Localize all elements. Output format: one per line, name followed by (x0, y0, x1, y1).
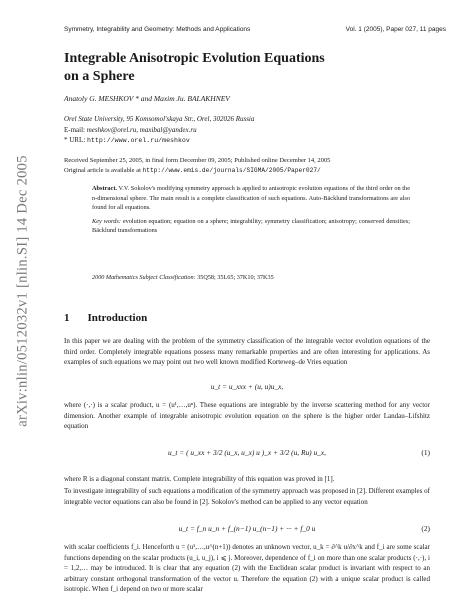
publication-history (64, 156, 444, 176)
affiliation: Orel State University, 95 Komsomol'skaya Str., Orel, 302026 Russia (64, 115, 255, 123)
url-label: * URL: (64, 136, 86, 144)
abstract-text: V.V. Sokolov's modifying symmetry approach is applied to anisotropic evolution equations of the third order on the n-dimensional sphere. The main result is a complete classification of such equations. Auto-Bäcklund transformations are also found for all equations. (92, 185, 410, 211)
journal-name: Symmetry, Integrability and Geometry: Methods and Applications (64, 26, 251, 33)
paragraph-5: with scalar coefficients f_i. Henceforth u = (u¹,…,u^(n+1)) denotes an unknown vector, u_k = ∂^k u/∂x^k and f_i are some scalar functions depending on the scalar products (u_i, u_j), i ⩽ j. Moreover, dependence of f_i on more than one scalar products (·,·), i = 1,2,… may be introduced. It is clear that any equation (2) with the Euclidean scalar product is invariant with respect to an arbitrary constant orthogonal transformation of the vector u. Therefore the equation (2) with a unique scalar product is called isotropic. When f_i depend on two or more scalar (64, 543, 430, 594)
section-heading (64, 312, 165, 324)
original-url[interactable]: http://www.emis.de/journals/SIGMA/2005/Paper027/ (142, 167, 321, 174)
msc-codes: 35Q58; 35L65; 37K10; 37K35 (197, 274, 274, 281)
running-header (64, 26, 446, 38)
section-title: Introduction (87, 312, 148, 324)
equation-1-number: (1) (421, 448, 430, 457)
abstract-block (92, 184, 410, 240)
equation-mkdv (64, 382, 430, 394)
paragraph-1: In this paper we are dealing with the problem of the symmetry classification of the integrable vector evolution equations of the third order. Completely integrable equations possess many remarkable properties and are often interesting for applications. As examples of such equations we may point out two well known modified Korteweg–de Vries equation (64, 337, 430, 367)
title-line-2: on a Sphere (64, 69, 135, 84)
msc-label: 2000 Mathematics Subject Classification: (92, 274, 196, 281)
author-url[interactable]: http://www.orel.ru/meshkov (86, 137, 190, 144)
section-number: 1 (64, 312, 70, 324)
equation-1-text: u_t = ( u_xx + 3/2 (u_x, u_x) u )_x + 3/2 (u, Ru) u_x, (167, 448, 326, 457)
email-label: E-mail: (64, 125, 85, 134)
author-list: Anatoly G. MESHKOV * and Maxim Ju. BALAKHNEV (64, 94, 230, 103)
equation-2-text: u_t = f_n u_n + f_(n−1) u_(n−1) + ··· + f_0 u (178, 524, 316, 533)
email-address[interactable]: meshkov@orel.ru, maxibal@yandex.ru (86, 125, 197, 134)
affiliation-block (64, 114, 444, 147)
volume-info: Vol. 1 (2005), Paper 027, 11 pages (345, 26, 446, 33)
equation-mkdv-text: u_t = u_xxx + (u, u)u_x, (210, 382, 284, 391)
arxiv-stamp: arXiv:nlin/0512032v1 [nlin.SI] 14 Dec 2005 (14, 154, 31, 427)
keywords-text: evolution equation; equation on a sphere; integrability; symmetry classification; anisotropy; conserved densities; Bäcklund transformations (92, 217, 411, 234)
title-line-1: Integrable Anisotropic Evolution Equations (64, 51, 325, 66)
equation-1 (64, 448, 430, 462)
paper-title (64, 50, 444, 86)
paragraph-2: where (·,·) is a scalar product, u = (u¹,…,uⁿ). These equations are integrable by the inverse scattering method for any vector dimension. Another example of integrable anisotropic evolution equation on the sphere is the higher order Landau–Lifshitz equation (64, 401, 430, 431)
keywords-label: Key words: (92, 217, 121, 225)
received-dates: Received September 25, 2005, in final form December 09, 2005; Published online December 14, 2005 (64, 157, 331, 164)
msc-classification (92, 274, 274, 281)
original-label: Original article is available at (64, 167, 141, 174)
abstract-label: Abstract. (92, 185, 118, 192)
paragraph-3: where R is a diagonal constant matrix. Complete integrability of this equation was proved in [1]. (64, 475, 335, 483)
equation-2-number: (2) (421, 524, 430, 533)
equation-2 (64, 524, 430, 536)
paragraph-4: To investigate integrability of such equations a modification of the symmetry approach was proposed in [2]. Different examples of integrable vector equations can also be found in [2]. Sokolov's method can be applied to any vector equation (64, 487, 430, 506)
